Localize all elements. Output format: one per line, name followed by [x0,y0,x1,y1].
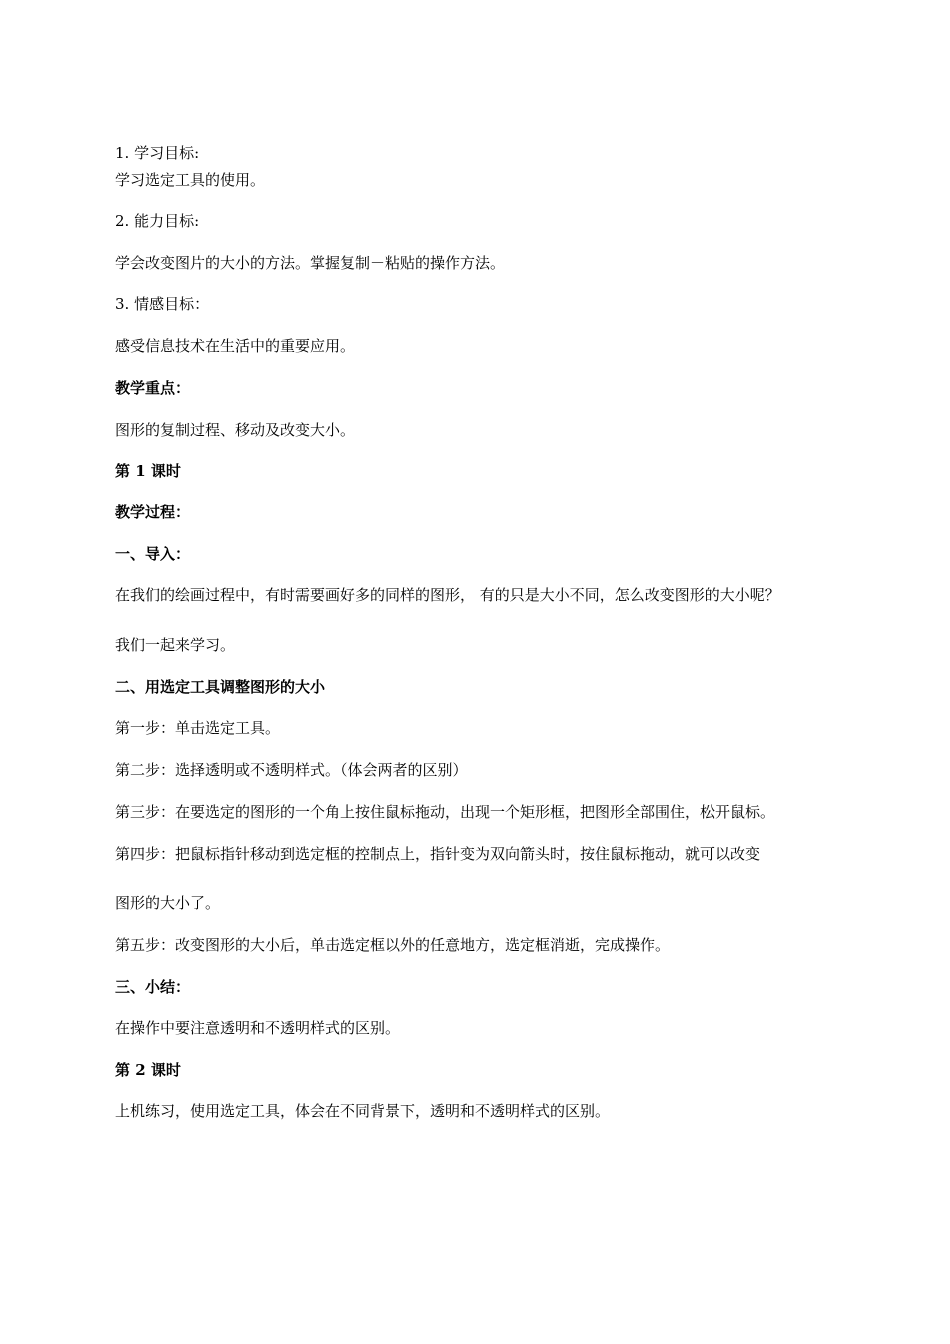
intro-heading: 一、导入： [115,545,191,563]
step-2: 第二步：选择透明或不透明样式。（体会两者的区别） [115,761,468,779]
process-heading: 教学过程： [115,503,191,521]
goal-3-heading: 3. 情感目标： [115,295,210,313]
goal-3-text: 感受信息技术在生活中的重要应用。 [115,337,356,355]
step-5: 第五步：改变图形的大小后，单击选定框以外的任意地方，选定框消逝，完成操作。 [115,936,671,954]
summary-text: 在操作中要注意透明和不透明样式的区别。 [115,1019,401,1037]
key-point-text: 图形的复制过程、移动及改变大小。 [115,421,356,439]
summary-heading: 三、小结： [115,978,191,996]
intro-text-1: 在我们的绘画过程中，有时需要画好多的同样的图形， 有的只是大小不同，怎么改变图形的大小呢？ [115,586,780,604]
key-point-heading: 教学重点： [115,379,191,397]
intro-text-2: 我们一起来学习。 [115,636,236,654]
step-1: 第一步：单击选定工具。 [115,719,281,737]
lesson-2-text: 上机练习，使用选定工具，体会在不同背景下，透明和不透明样式的区别。 [115,1102,611,1120]
goal-1-heading: 1. 学习目标: [115,144,200,162]
goal-2-text: 学会改变图片的大小的方法。掌握复制－粘贴的操作方法。 [115,254,506,272]
step-4-line-2: 图形的大小了。 [115,894,221,912]
section-2-heading: 二、用选定工具调整图形的大小 [115,678,326,696]
goal-2-heading: 2. 能力目标: [115,212,200,230]
step-3: 第三步：在要选定的图形的一个角上按住鼠标拖动，出现一个矩形框，把图形全部围住，松开鼠标。 [115,803,776,821]
goal-1-text: 学习选定工具的使用。 [115,171,266,189]
lesson-1-heading: 第 1 课时 [115,462,181,480]
step-4-line-1: 第四步：把鼠标指针移动到选定框的控制点上，指针变为双向箭头时，按住鼠标拖动，就可以改变 [115,845,761,863]
lesson-2-heading: 第 2 课时 [115,1061,181,1079]
